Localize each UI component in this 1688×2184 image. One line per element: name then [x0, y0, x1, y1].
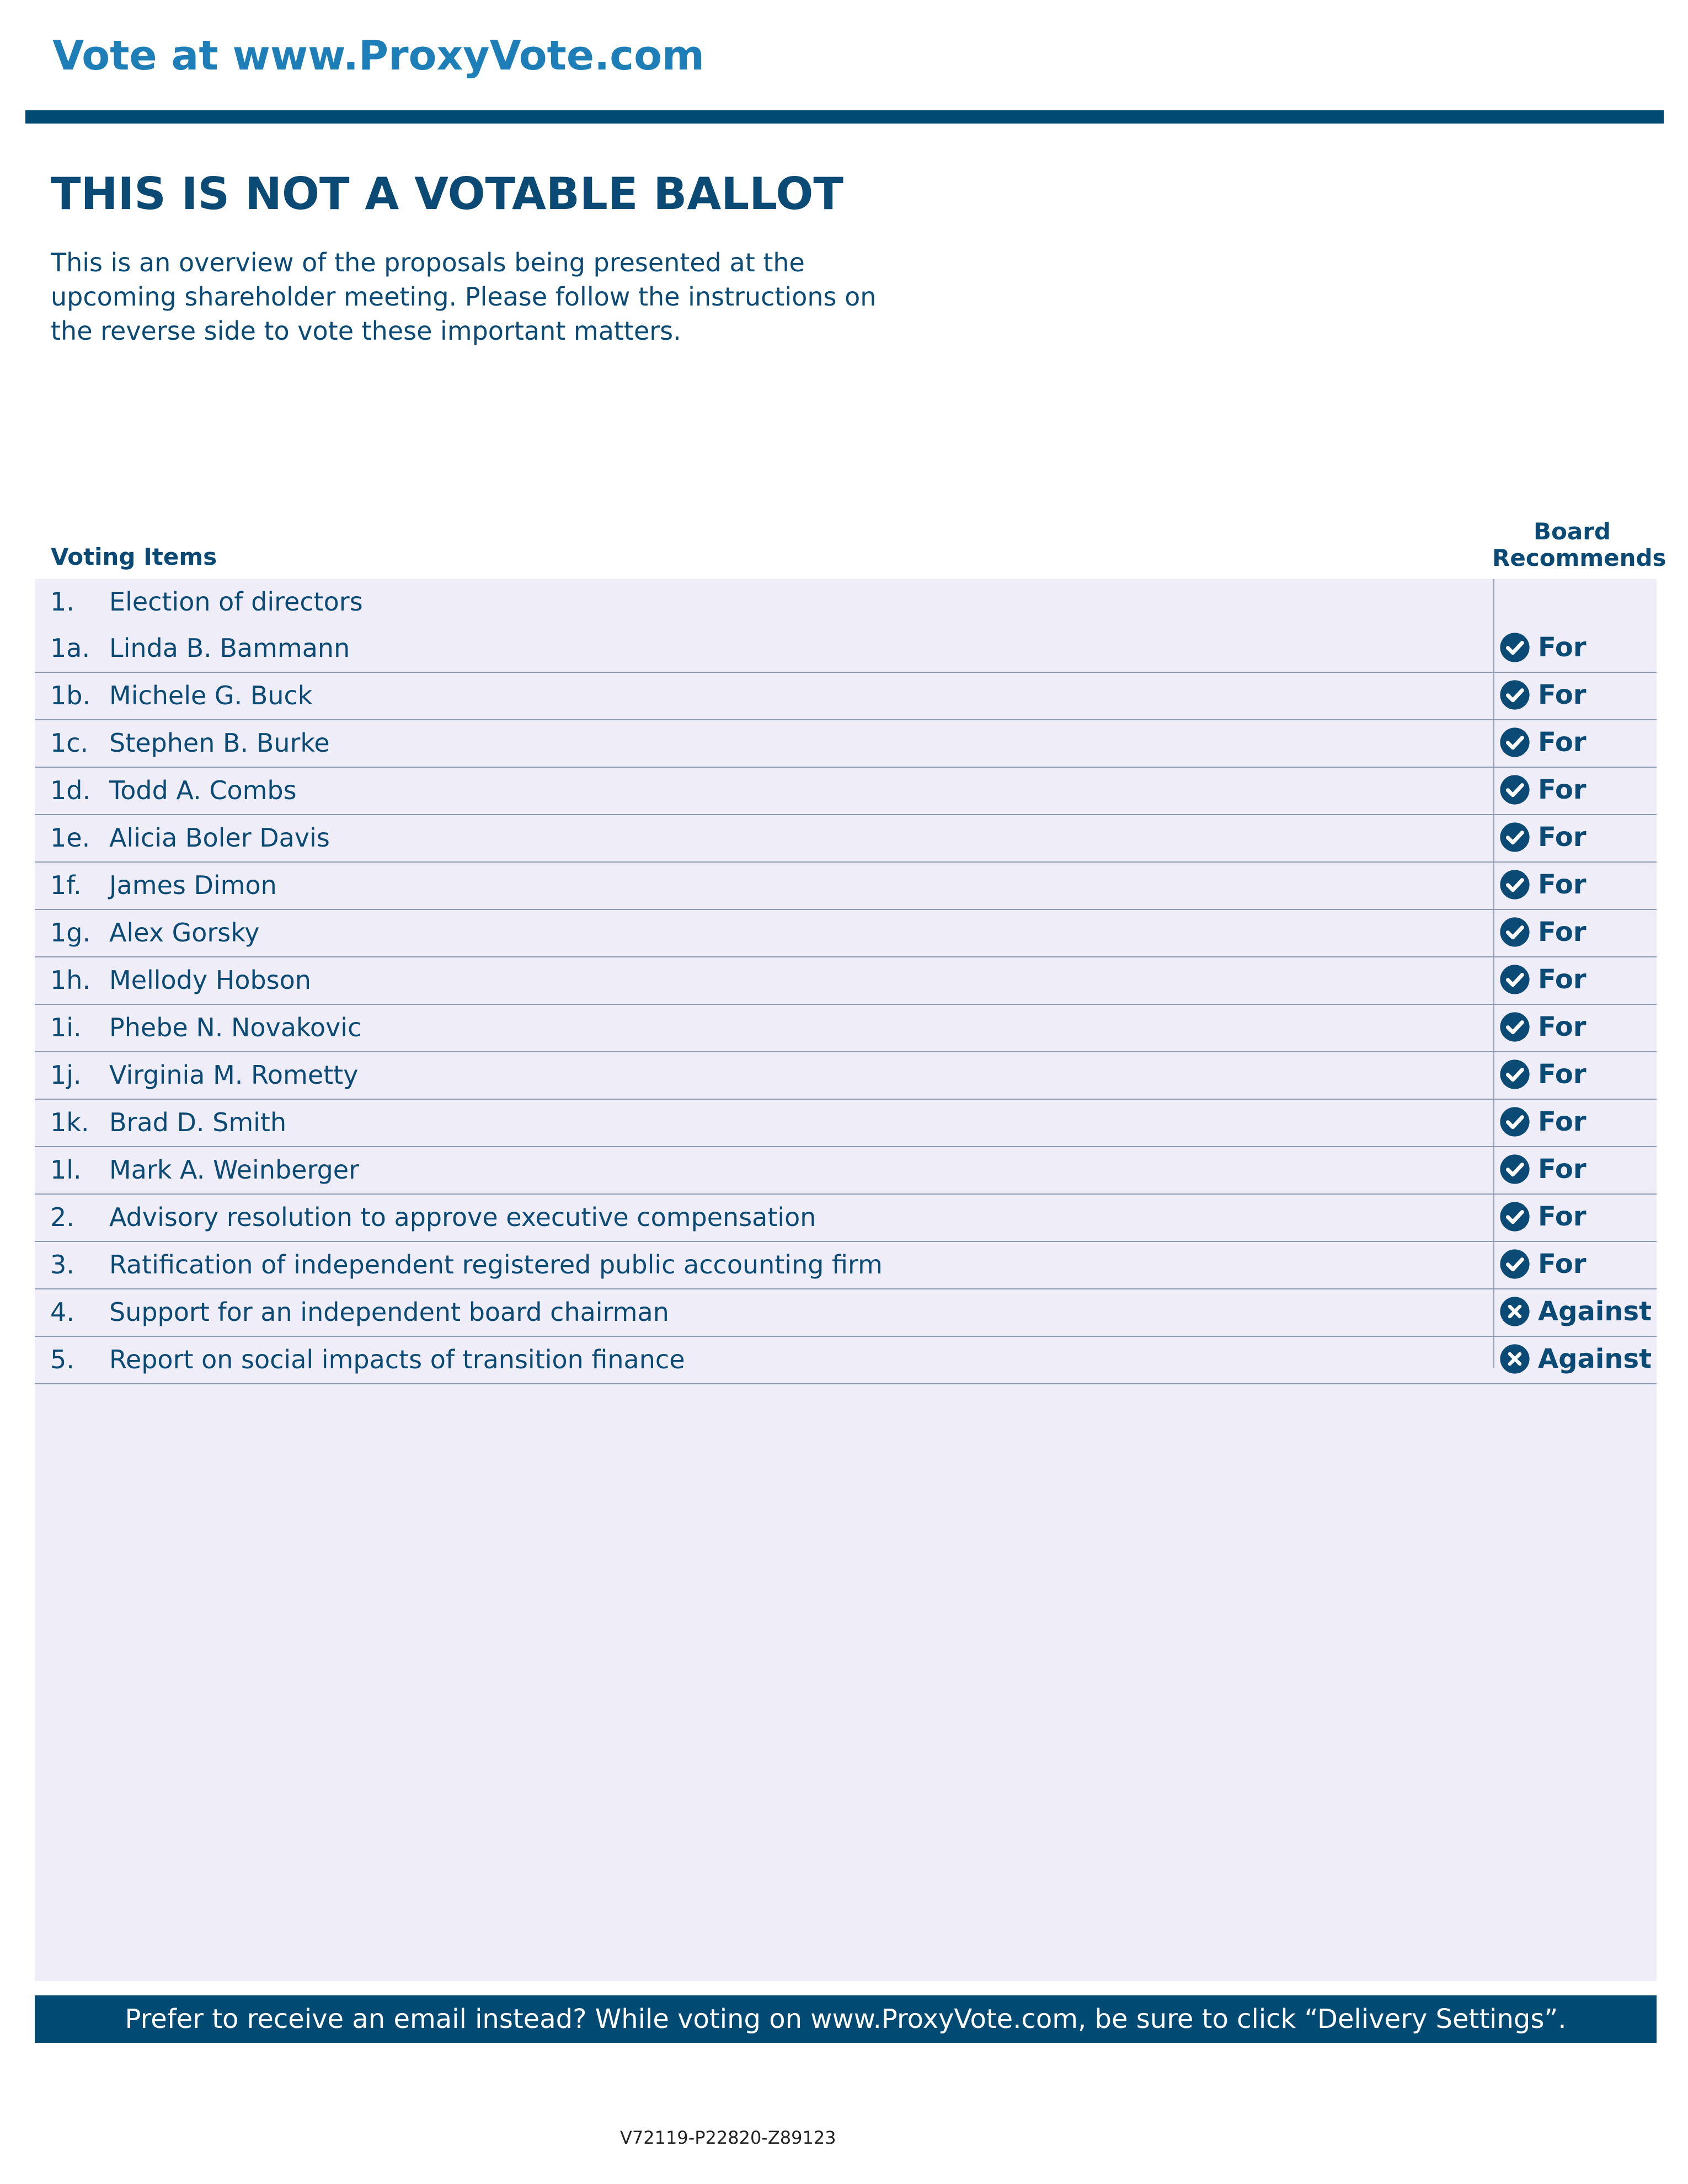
- board-recommendation: [1499, 679, 1586, 710]
- check-circle-icon: [1499, 869, 1530, 900]
- item-number: 1k.: [50, 1107, 89, 1137]
- item-label: Brad D. Smith: [109, 1107, 287, 1137]
- recommendation-text: Against: [1538, 1296, 1652, 1327]
- item-label: Alicia Boler Davis: [109, 823, 330, 853]
- item-number: 1j.: [50, 1060, 82, 1090]
- board-recommendation: [1499, 917, 1586, 948]
- recommendation-text: For: [1538, 1059, 1586, 1090]
- recommendation-text: For: [1538, 917, 1586, 948]
- voting-item-row: [35, 815, 1657, 863]
- board-recommends-header: Board Recommends: [1492, 518, 1666, 571]
- recommendation-text: For: [1538, 1154, 1586, 1185]
- recommendation-text: For: [1538, 727, 1586, 758]
- check-circle-icon: [1499, 727, 1530, 758]
- board-recommendation: [1499, 1249, 1586, 1280]
- voting-item-row: [35, 1147, 1657, 1195]
- recommendation-text: For: [1538, 679, 1586, 710]
- check-circle-icon: [1499, 917, 1530, 948]
- board-recommendation: [1499, 869, 1586, 900]
- board-recommendation: [1499, 1296, 1652, 1327]
- voting-item-row: [35, 1100, 1657, 1147]
- item-number: 1i.: [50, 1013, 82, 1042]
- item-label: Alex Gorsky: [109, 918, 260, 948]
- voting-item-row: [35, 1052, 1657, 1100]
- item-number: 1h.: [50, 965, 91, 995]
- check-circle-icon: [1499, 1154, 1530, 1185]
- item-number: 1d.: [50, 775, 91, 805]
- item-label: Ratification of independent registered public accounting firm: [109, 1250, 883, 1280]
- check-circle-icon: [1499, 1201, 1530, 1232]
- voting-item-row: [35, 673, 1657, 720]
- recommendation-text: For: [1538, 822, 1586, 853]
- item-label: Support for an independent board chairman: [109, 1297, 669, 1327]
- item-label: Mellody Hobson: [109, 965, 311, 995]
- board-recommendation: [1499, 1154, 1586, 1185]
- voting-item-row: [35, 1005, 1657, 1052]
- board-recommendation: [1499, 822, 1586, 853]
- control-code: V72119-P22820-Z89123: [620, 2127, 836, 2148]
- check-circle-icon: [1499, 632, 1530, 663]
- voting-item-row: [35, 863, 1657, 910]
- board-recommendation: [1499, 1343, 1652, 1374]
- voting-item-row: [35, 720, 1657, 768]
- board-recommendation: [1499, 1059, 1586, 1090]
- voting-item-row: [35, 910, 1657, 957]
- item-number: 1c.: [50, 728, 89, 758]
- recommendation-text: For: [1538, 869, 1586, 900]
- board-recommendation: [1499, 774, 1586, 805]
- item-label: Election of directors: [109, 587, 363, 617]
- item-label: Stephen B. Burke: [109, 728, 330, 758]
- board-recommendation: [1499, 1201, 1586, 1232]
- board-recommendation: [1499, 1011, 1586, 1042]
- board-recommendation: [1499, 964, 1586, 995]
- item-number: 1l.: [50, 1155, 82, 1185]
- recommendation-text: For: [1538, 632, 1586, 663]
- board-recommendation: [1499, 727, 1586, 758]
- recommendation-text: For: [1538, 774, 1586, 805]
- x-circle-icon: [1499, 1343, 1530, 1374]
- ballot-title: THIS IS NOT A VOTABLE BALLOT: [51, 168, 843, 220]
- item-number: 1a.: [50, 633, 90, 663]
- check-circle-icon: [1499, 822, 1530, 853]
- check-circle-icon: [1499, 1011, 1530, 1042]
- check-circle-icon: [1499, 1059, 1530, 1090]
- voting-item-row: [35, 1289, 1657, 1337]
- item-number: 1.: [50, 587, 74, 617]
- board-recommendation: [1499, 632, 1586, 663]
- item-label: Todd A. Combs: [109, 775, 297, 805]
- header-divider: [25, 110, 1664, 124]
- recommendation-text: For: [1538, 1106, 1586, 1137]
- voting-item-row: [35, 1242, 1657, 1289]
- item-label: Michele G. Buck: [109, 681, 313, 710]
- item-number: 5.: [50, 1345, 74, 1374]
- voting-item-row: [35, 768, 1657, 815]
- item-label: Virginia M. Rometty: [109, 1060, 359, 1090]
- item-number: 2.: [50, 1202, 74, 1232]
- x-circle-icon: [1499, 1296, 1530, 1327]
- check-circle-icon: [1499, 1106, 1530, 1137]
- item-label: Report on social impacts of transition finance: [109, 1345, 685, 1374]
- item-label: Advisory resolution to approve executive compensation: [109, 1202, 816, 1232]
- recommendation-text: For: [1538, 1011, 1586, 1042]
- voting-item-row: [35, 957, 1657, 1005]
- recommendation-text: For: [1538, 1201, 1586, 1232]
- item-number: 3.: [50, 1250, 74, 1280]
- recommendation-text: For: [1538, 1249, 1586, 1280]
- item-label: Mark A. Weinberger: [109, 1155, 359, 1185]
- email-delivery-banner: Prefer to receive an email instead? While voting on www.ProxyVote.com, be sure to click “Delivery Settings”.: [35, 1995, 1657, 2043]
- item-label: Linda B. Bammann: [109, 633, 350, 663]
- voting-item-row: [35, 625, 1657, 673]
- item-label: James Dimon: [109, 870, 277, 900]
- item-number: 1f.: [50, 870, 82, 900]
- recommendation-text: For: [1538, 964, 1586, 995]
- recommendation-text: Against: [1538, 1343, 1652, 1374]
- item-number: 4.: [50, 1297, 74, 1327]
- check-circle-icon: [1499, 774, 1530, 805]
- item-label: Phebe N. Novakovic: [109, 1013, 362, 1042]
- check-circle-icon: [1499, 964, 1530, 995]
- voting-items-header: Voting Items: [51, 543, 217, 570]
- voting-items-list: [35, 579, 1657, 1384]
- item-number: 1e.: [50, 823, 90, 853]
- voting-item-row: [35, 1195, 1657, 1242]
- check-circle-icon: [1499, 679, 1530, 710]
- check-circle-icon: [1499, 1249, 1530, 1280]
- intro-text: This is an overview of the proposals being presented at the upcoming shareholder meeting. Please follow the instructions on the reverse side to vote these important matters.: [51, 248, 877, 346]
- voting-item-row: [35, 579, 1657, 625]
- item-number: 1b.: [50, 681, 91, 710]
- board-recommendation: [1499, 1106, 1586, 1137]
- header-title: Vote at www.ProxyVote.com: [52, 32, 705, 79]
- item-number: 1g.: [50, 918, 91, 948]
- voting-item-row: [35, 1337, 1657, 1384]
